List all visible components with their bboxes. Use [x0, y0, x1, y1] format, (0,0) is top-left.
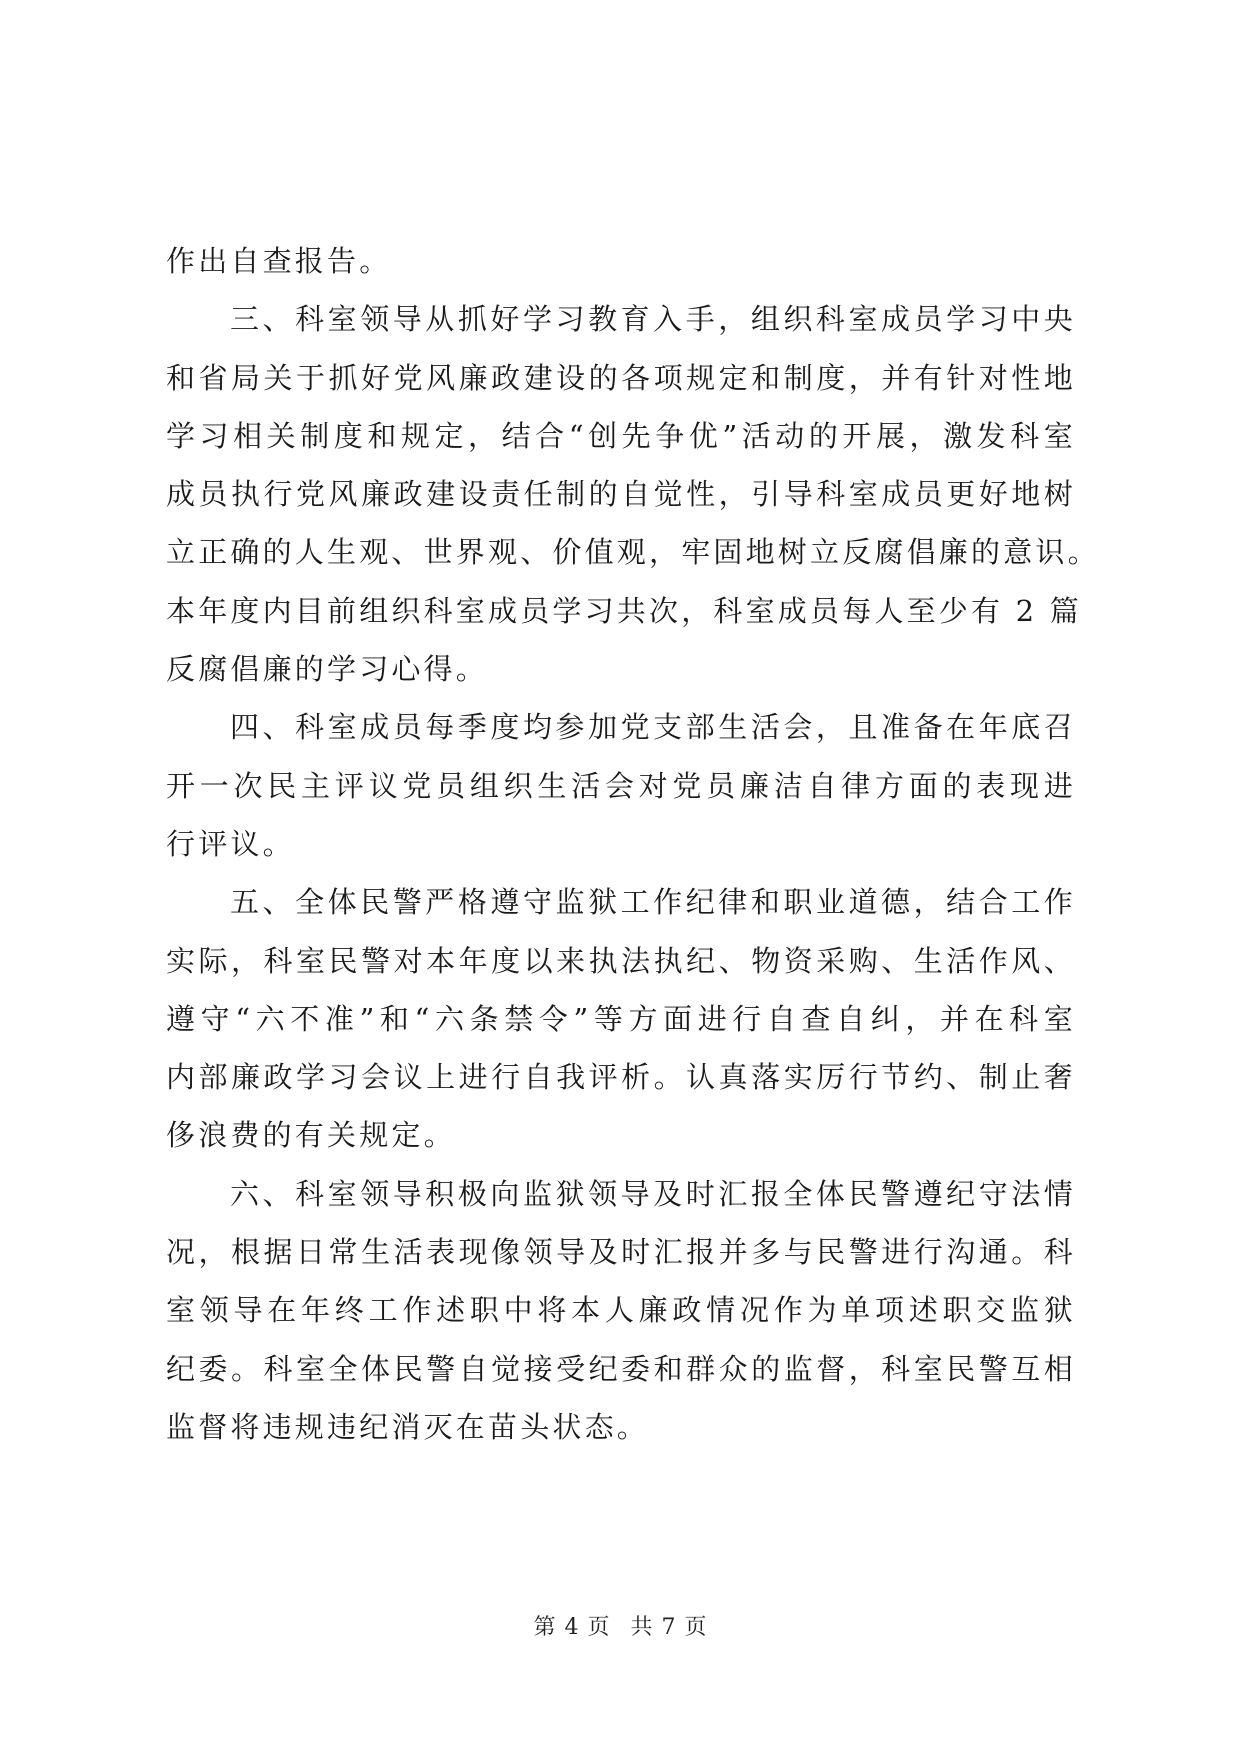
- text-line: 内部廉政学习会议上进行自我评析。认真落实厉行节约、制止奢: [166, 1060, 1076, 1095]
- page-number-current: 第 4 页: [533, 1615, 611, 1640]
- text-line: 纪委。科室全体民警自觉接受纪委和群众的监督，科室民警互相: [166, 1351, 1076, 1386]
- text-line: 实际，科室民警对本年度以来执法执纪、物资采购、生活作风、: [166, 943, 1076, 978]
- text-line: 监督将违规违纪消灭在苗头状态。: [166, 1409, 650, 1444]
- text-line: 学习相关制度和规定，结合“创先争优”活动的开展，激发科室: [166, 418, 1076, 453]
- text-line: 作出自查报告。: [166, 244, 392, 278]
- text-line: 本年度内目前组织科室成员学习共次，科室成员每人至少有 2 篇: [166, 593, 1082, 628]
- document-body: [166, 232, 1100, 1456]
- text-line: 侈浪费的有关规定。: [166, 1118, 456, 1153]
- text-line: 开一次民主评议党员组织生活会对党员廉洁自律方面的表现进: [166, 768, 1076, 803]
- text-line: 室领导在年终工作述职中将本人廉政情况作为单项述职交监狱: [166, 1293, 1076, 1328]
- text-line: 立正确的人生观、世界观、价值观，牢固地树立反腐倡廉的意识。: [166, 535, 1100, 570]
- text-line: 遵守“六不准”和“六条禁令”等方面进行自查自纠，并在科室: [166, 1001, 1076, 1036]
- page-number-total: 共 7 页: [630, 1615, 708, 1640]
- text-line: 和省局关于抓好党风廉政建设的各项规定和制度，并有针对性地: [166, 360, 1076, 395]
- text-line: 行评议。: [166, 826, 295, 861]
- page-footer: [0, 1610, 1241, 1641]
- text-line: 反腐倡廉的学习心得。: [166, 652, 489, 687]
- text-line: 四、科室成员每季度均参加党支部生活会，且准备在年底召: [230, 710, 1076, 745]
- text-line: 五、全体民警严格遵守监狱工作纪律和职业道德，结合工作: [230, 885, 1076, 920]
- text-line: 三、科室领导从抓好学习教育入手，组织科室成员学习中央: [230, 302, 1076, 337]
- text-line: 成员执行党风廉政建设责任制的自觉性，引导科室成员更好地树: [166, 477, 1076, 512]
- text-line: 况，根据日常生活表现像领导及时汇报并多与民警进行沟通。科: [166, 1235, 1076, 1270]
- text-line: 六、科室领导积极向监狱领导及时汇报全体民警遵纪守法情: [230, 1176, 1076, 1211]
